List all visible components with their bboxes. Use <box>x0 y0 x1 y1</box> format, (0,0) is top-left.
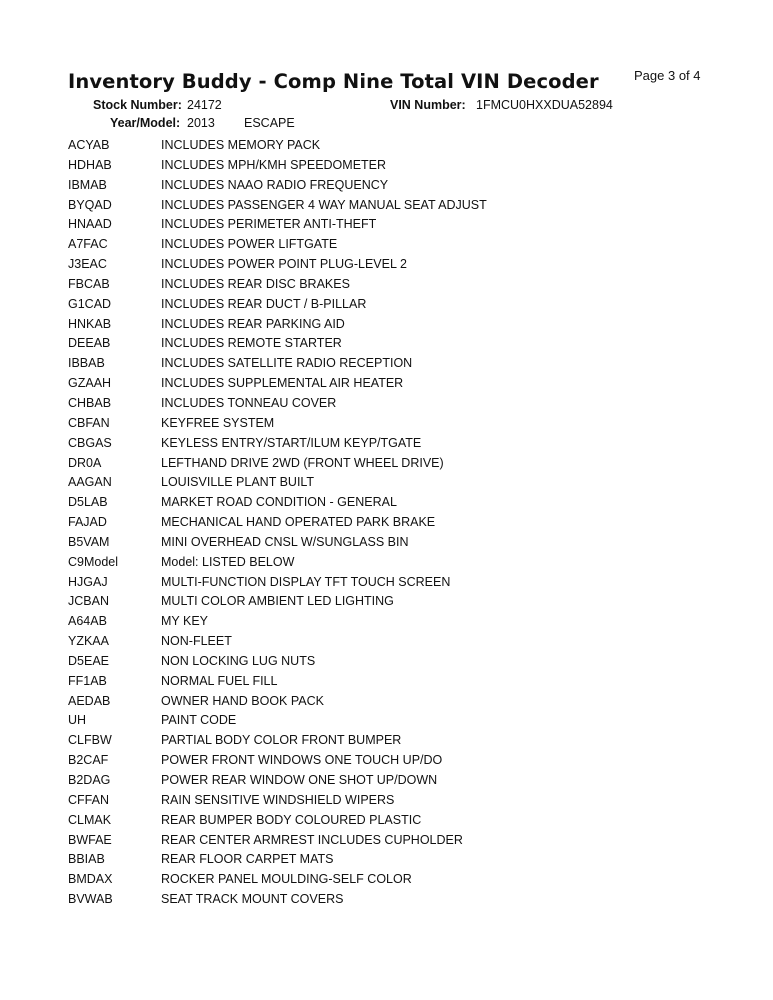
option-description: INCLUDES REAR DISC BRAKES <box>161 276 350 291</box>
option-code: B5VAM <box>68 534 110 549</box>
option-row <box>68 374 748 394</box>
option-description: POWER REAR WINDOW ONE SHOT UP/DOWN <box>161 773 438 787</box>
option-row <box>68 811 748 831</box>
option-code: DEEAB <box>68 336 111 351</box>
option-code: D5LAB <box>68 495 108 510</box>
option-code: BMDAX <box>68 872 113 887</box>
option-code: CFFAN <box>68 792 109 807</box>
option-description: INCLUDES SUPPLEMENTAL AIR HEATER <box>161 376 404 391</box>
option-code: C9Model <box>68 554 119 569</box>
option-description: INCLUDES REAR PARKING AID <box>161 316 345 331</box>
option-row <box>68 255 748 275</box>
option-description: LEFTHAND DRIVE 2WD (FRONT WHEEL DRIVE) <box>161 455 444 470</box>
option-code: GZAAH <box>68 376 112 391</box>
year-model-label: Year/Model: <box>110 116 181 130</box>
stock-number-label: Stock Number: <box>93 98 182 112</box>
option-description: PARTIAL BODY COLOR FRONT BUMPER <box>161 733 402 748</box>
option-code: FAJAD <box>68 515 107 530</box>
option-description: REAR BUMPER BODY COLOURED PLASTIC <box>161 812 422 827</box>
model-value: ESCAPE <box>244 116 295 130</box>
option-description: OWNER HAND BOOK PACK <box>161 693 324 708</box>
option-description: NORMAL FUEL FILL <box>161 673 278 688</box>
option-code: DR0A <box>68 455 102 470</box>
option-description: KEYLESS ENTRY/START/ILUM KEYP/TGATE <box>161 435 422 450</box>
option-code: FBCAB <box>68 276 110 291</box>
option-description: INCLUDES SATELLITE RADIO RECEPTION <box>161 356 413 371</box>
option-code: BYQAD <box>68 197 112 212</box>
option-code: HNAAD <box>68 217 112 232</box>
option-row <box>68 235 748 255</box>
option-code: B2DAG <box>68 773 111 787</box>
option-description: RAIN SENSITIVE WINDSHIELD WIPERS <box>161 792 395 807</box>
option-row <box>68 870 748 890</box>
option-code: BVWAB <box>68 892 113 907</box>
document-title: Inventory Buddy - Comp Nine Total VIN Decoder <box>68 70 599 93</box>
option-code: IBBAB <box>68 356 105 371</box>
option-code: FF1AB <box>68 673 107 688</box>
option-row <box>68 493 748 513</box>
option-row <box>68 771 748 791</box>
option-row <box>68 731 748 751</box>
option-code: J3EAC <box>68 257 107 272</box>
option-description: MULTI COLOR AMBIENT LED LIGHTING <box>161 594 394 609</box>
option-code: AAGAN <box>68 475 112 490</box>
option-row <box>68 553 748 573</box>
option-description: INCLUDES POWER POINT PLUG-LEVEL 2 <box>161 257 407 272</box>
option-row <box>68 295 748 315</box>
option-row <box>68 672 748 692</box>
option-description: SEAT TRACK MOUNT COVERS <box>161 892 344 907</box>
option-code: BBIAB <box>68 852 105 867</box>
option-description: REAR FLOOR CARPET MATS <box>161 852 334 867</box>
option-row <box>68 513 748 533</box>
option-description: INCLUDES MPH/KMH SPEEDOMETER <box>161 157 387 172</box>
option-row <box>68 711 748 731</box>
option-row <box>68 850 748 870</box>
option-code: CBGAS <box>68 435 112 450</box>
option-row <box>68 612 748 632</box>
page-number: Page 3 of 4 <box>634 68 701 83</box>
option-code: CLMAK <box>68 812 112 827</box>
option-row <box>68 275 748 295</box>
option-code: G1CAD <box>68 296 112 311</box>
option-description: REAR CENTER ARMREST INCLUDES CUPHOLDER <box>161 832 463 847</box>
option-description: NON-FLEET <box>161 634 232 649</box>
option-code: UH <box>68 713 87 728</box>
option-description: MINI OVERHEAD CNSL W/SUNGLASS BIN <box>161 534 409 549</box>
option-row <box>68 176 748 196</box>
option-code: ACYAB <box>68 138 110 152</box>
option-row <box>68 215 748 235</box>
option-code: CLFBW <box>68 733 112 748</box>
option-description: ROCKER PANEL MOULDING-SELF COLOR <box>161 872 412 887</box>
option-row <box>68 533 748 553</box>
option-description: Model: LISTED BELOW <box>161 554 295 569</box>
option-description: INCLUDES MEMORY PACK <box>161 138 321 152</box>
year-value: 2013 <box>187 116 215 130</box>
option-code: BWFAE <box>68 832 112 847</box>
option-code: HNKAB <box>68 316 112 331</box>
option-row <box>68 156 748 176</box>
option-row <box>68 315 748 335</box>
option-row <box>68 354 748 374</box>
option-code: CBFAN <box>68 415 110 430</box>
option-row <box>68 454 748 474</box>
vin-number-label: VIN Number: <box>390 98 466 112</box>
option-code: D5EAE <box>68 653 109 668</box>
option-description: MECHANICAL HAND OPERATED PARK BRAKE <box>161 515 436 530</box>
option-row <box>68 791 748 811</box>
option-description: INCLUDES POWER LIFTGATE <box>161 237 338 252</box>
option-row <box>68 751 748 771</box>
vin-number-value: 1FMCU0HXXDUA52894 <box>476 98 613 112</box>
option-code: B2CAF <box>68 753 109 768</box>
option-description: INCLUDES PASSENGER 4 WAY MANUAL SEAT ADJUST <box>161 197 487 212</box>
option-code: HJGAJ <box>68 574 108 589</box>
option-description: NON LOCKING LUG NUTS <box>161 653 316 668</box>
option-code: AEDAB <box>68 693 111 708</box>
option-code: CHBAB <box>68 395 112 410</box>
option-description: INCLUDES REAR DUCT / B-PILLAR <box>161 296 367 311</box>
option-code: YZKAA <box>68 634 109 649</box>
option-description: INCLUDES REMOTE STARTER <box>161 336 342 351</box>
stock-number-value: 24172 <box>187 98 222 112</box>
option-description: POWER FRONT WINDOWS ONE TOUCH UP/DO <box>161 753 443 768</box>
option-row <box>68 573 748 593</box>
option-row <box>68 473 748 493</box>
option-row <box>68 136 748 156</box>
option-row <box>68 196 748 216</box>
option-row <box>68 652 748 672</box>
option-row <box>68 890 748 910</box>
option-description: PAINT CODE <box>161 713 237 728</box>
option-description: INCLUDES NAAO RADIO FREQUENCY <box>161 177 389 192</box>
option-row <box>68 592 748 612</box>
option-row <box>68 831 748 851</box>
option-code: A64AB <box>68 614 107 629</box>
option-description: KEYFREE SYSTEM <box>161 415 275 430</box>
option-description: INCLUDES TONNEAU COVER <box>161 395 337 410</box>
option-description: MARKET ROAD CONDITION - GENERAL <box>161 495 397 510</box>
option-row <box>68 692 748 712</box>
option-code: JCBAN <box>68 594 109 609</box>
option-code: HDHAB <box>68 157 112 172</box>
option-row <box>68 632 748 652</box>
option-row <box>68 334 748 354</box>
option-row <box>68 414 748 434</box>
option-description: MULTI-FUNCTION DISPLAY TFT TOUCH SCREEN <box>161 574 451 589</box>
option-row <box>68 434 748 454</box>
option-code-list <box>68 136 748 910</box>
option-code: IBMAB <box>68 177 107 192</box>
option-row <box>68 394 748 414</box>
option-description: MY KEY <box>161 614 209 629</box>
option-description: INCLUDES PERIMETER ANTI-THEFT <box>161 217 377 232</box>
option-description: LOUISVILLE PLANT BUILT <box>161 475 315 490</box>
option-code: A7FAC <box>68 237 108 252</box>
